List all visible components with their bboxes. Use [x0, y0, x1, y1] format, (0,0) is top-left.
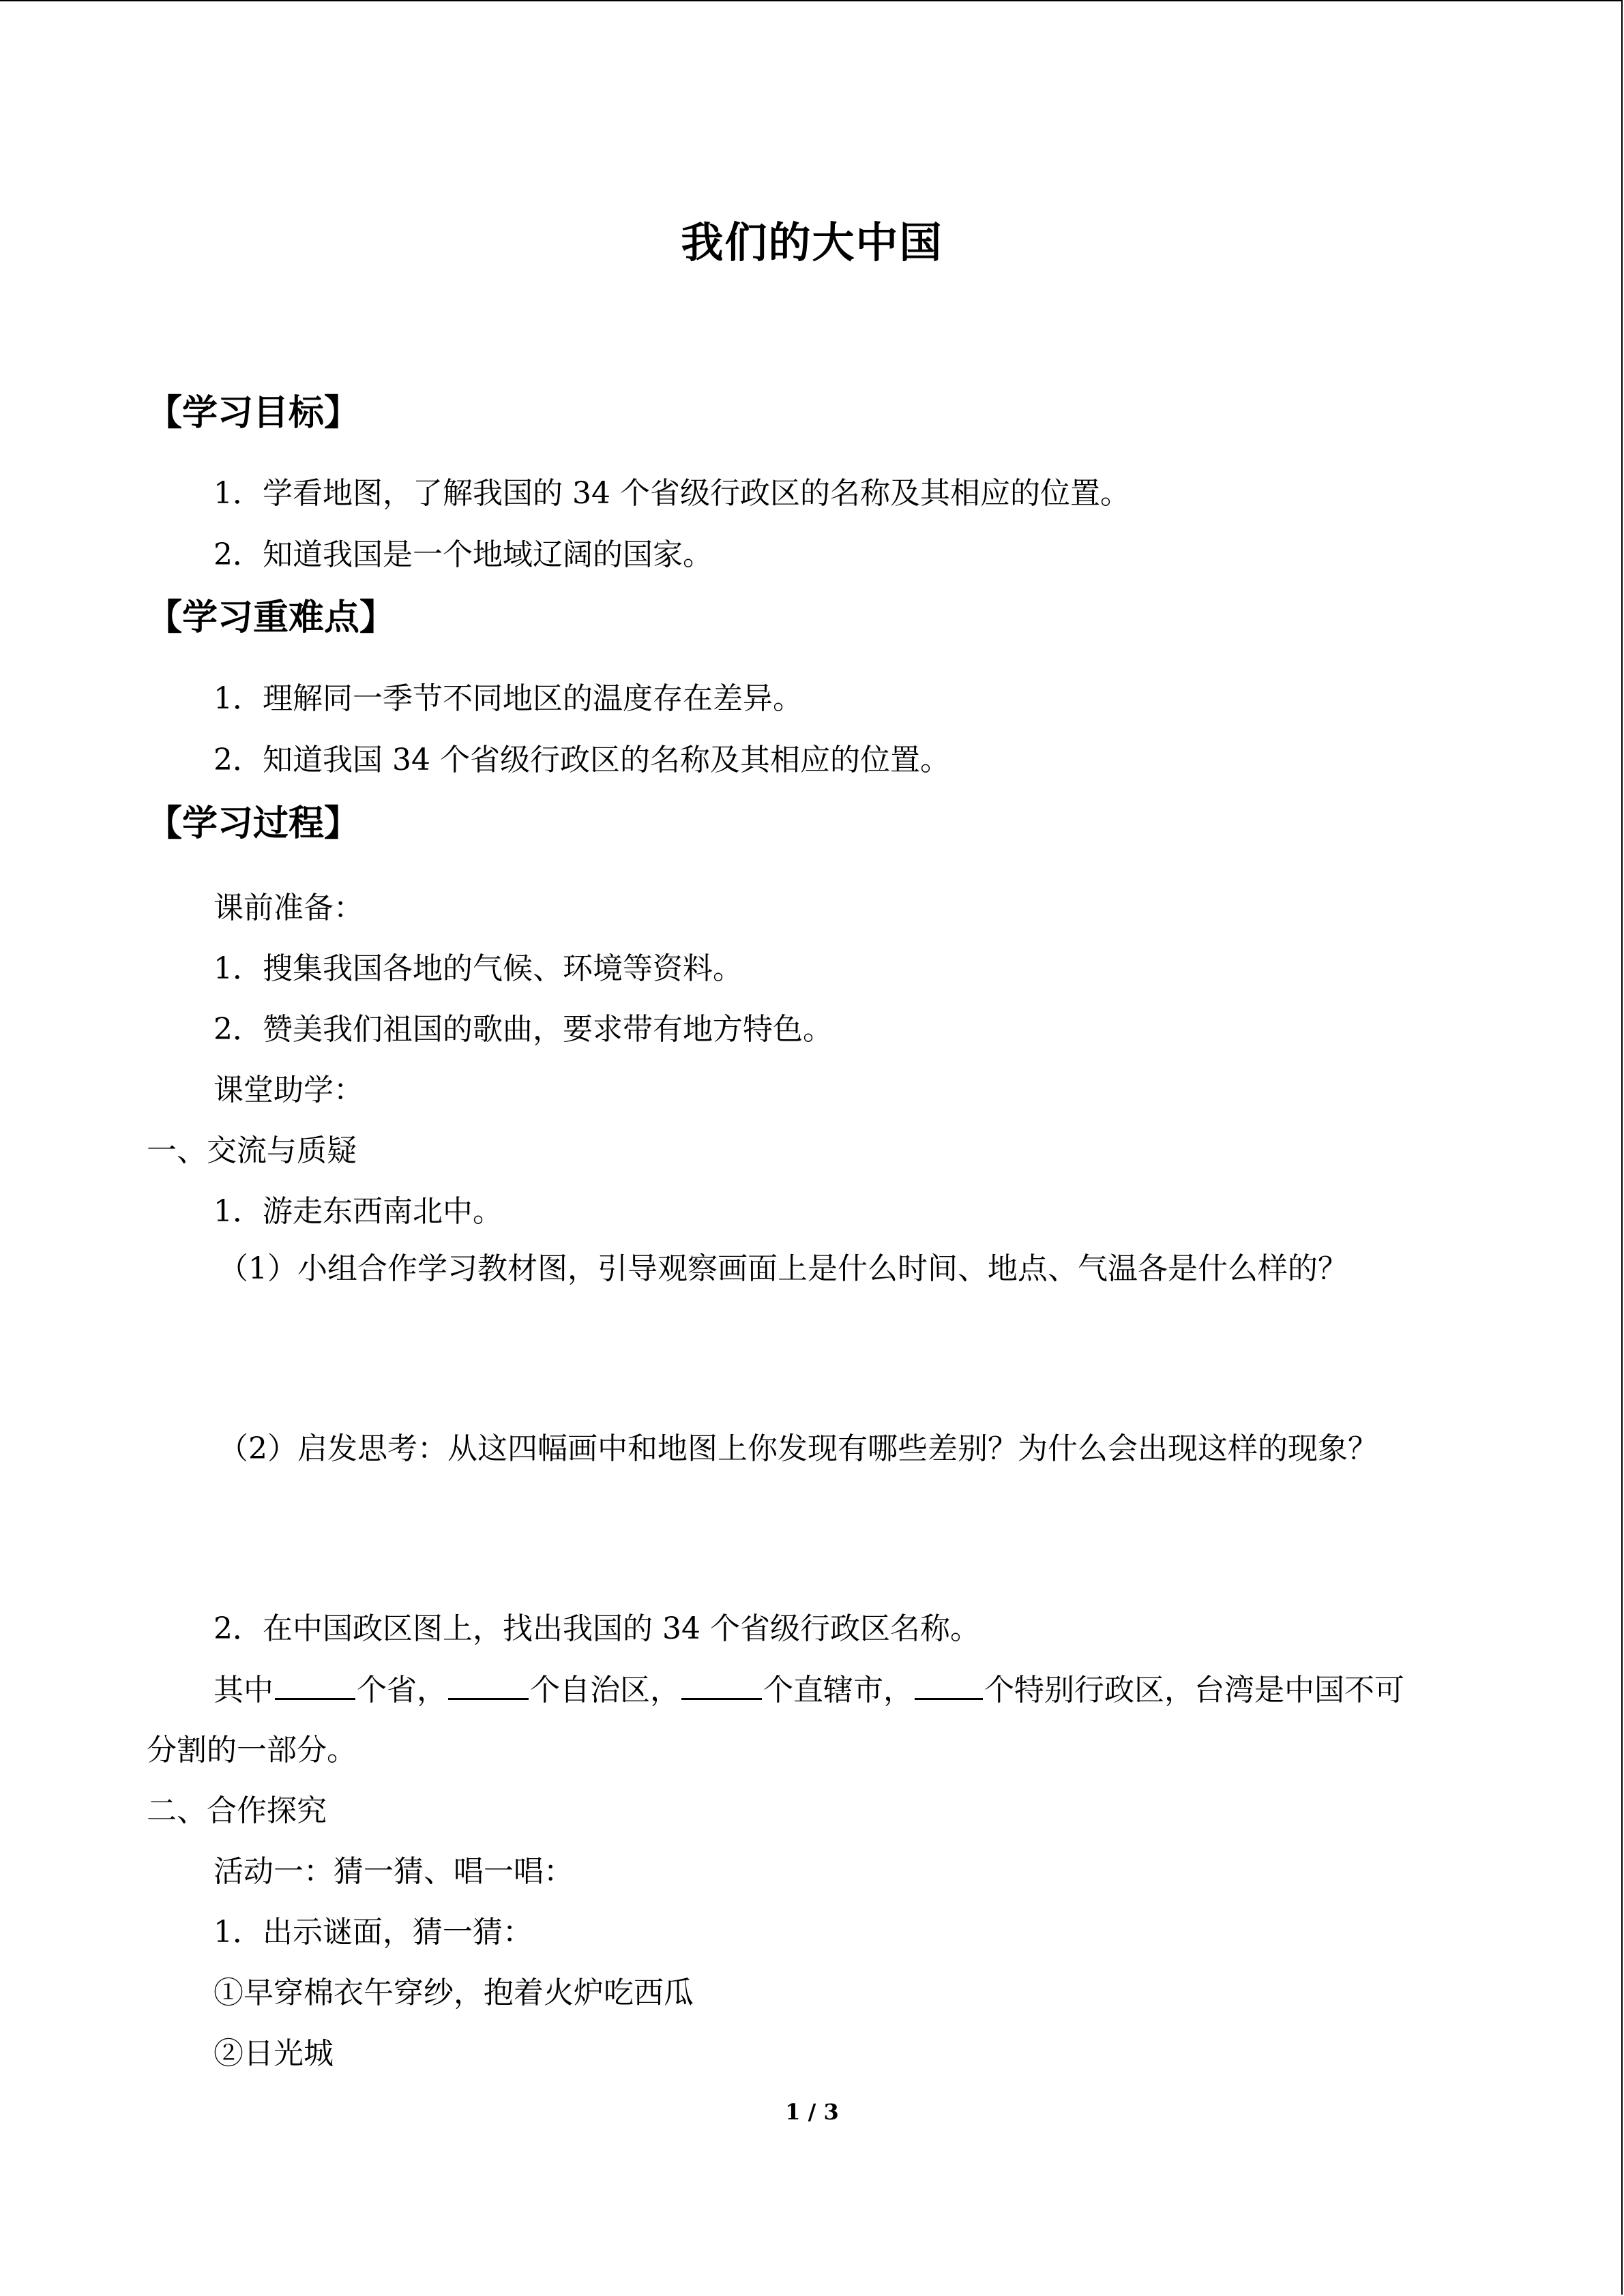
goal-item-1: 1．学看地图，了解我国的 34 个省级行政区的名称及其相应的位置。 — [213, 476, 1130, 511]
riddle-1: ①早穿棉衣午穿纱，抱着火炉吃西瓜 — [213, 1976, 694, 2010]
riddle-2: ②日光城 — [213, 2036, 334, 2071]
activity-1: 活动一：猜一猜、唱一唱： — [213, 1854, 574, 1889]
prep-item-1: 1．搜集我国各地的气候、环境等资料。 — [213, 951, 743, 986]
blank-provinces — [275, 1671, 355, 1700]
fill-text-1: 其中 — [213, 1673, 274, 1708]
goal-item-2: 2．知道我国是一个地域辽阔的国家。 — [213, 537, 713, 572]
fill-text-4: 个直辖市， — [763, 1673, 913, 1708]
fill-in-sentence — [213, 1671, 1404, 1710]
prep-item-2: 2．赞美我们祖国的歌曲，要求带有地方特色。 — [213, 1012, 833, 1047]
heading-key-points: 【学习重难点】 — [147, 597, 396, 638]
blank-sars — [915, 1671, 983, 1700]
prep-label: 课前准备： — [213, 891, 364, 925]
part1-question-2: （2）启发思考：从这四幅画中和地图上你发现有哪些差别？为什么会出现这样的现象？ — [218, 1431, 1378, 1466]
part2-title: 二、合作探究 — [147, 1793, 327, 1828]
page-number: 1 / 3 — [785, 2099, 839, 2125]
page-title: 我们的大中国 — [681, 218, 943, 267]
part1-question-1: （1）小组合作学习教材图，引导观察画面上是什么时间、地点、气温各是什么样的？ — [218, 1251, 1348, 1286]
fill-text-5: 个特别行政区，台湾是中国不可 — [984, 1673, 1404, 1708]
heading-goals: 【学习目标】 — [147, 393, 360, 434]
part1-title: 一、交流与质疑 — [147, 1133, 357, 1168]
heading-process: 【学习过程】 — [147, 803, 360, 844]
key-point-item-1: 1．理解同一季节不同地区的温度存在差异。 — [213, 681, 803, 716]
fill-text-2: 个省， — [357, 1673, 447, 1708]
fill-text-3: 个自治区， — [530, 1673, 680, 1708]
class-label: 课堂助学： — [213, 1073, 364, 1107]
blank-municipalities — [681, 1671, 762, 1700]
part1-item-1: 1．游走东西南北中。 — [213, 1194, 503, 1229]
riddle-intro: 1．出示谜面，猜一猜： — [213, 1915, 533, 1950]
key-point-item-2: 2．知道我国 34 个省级行政区的名称及其相应的位置。 — [213, 743, 950, 777]
part1-item-2: 2．在中国政区图上，找出我国的 34 个省级行政区名称。 — [213, 1611, 980, 1646]
blank-autonomous-regions — [448, 1671, 529, 1700]
fill-in-continuation: 分割的一部分。 — [147, 1733, 357, 1768]
